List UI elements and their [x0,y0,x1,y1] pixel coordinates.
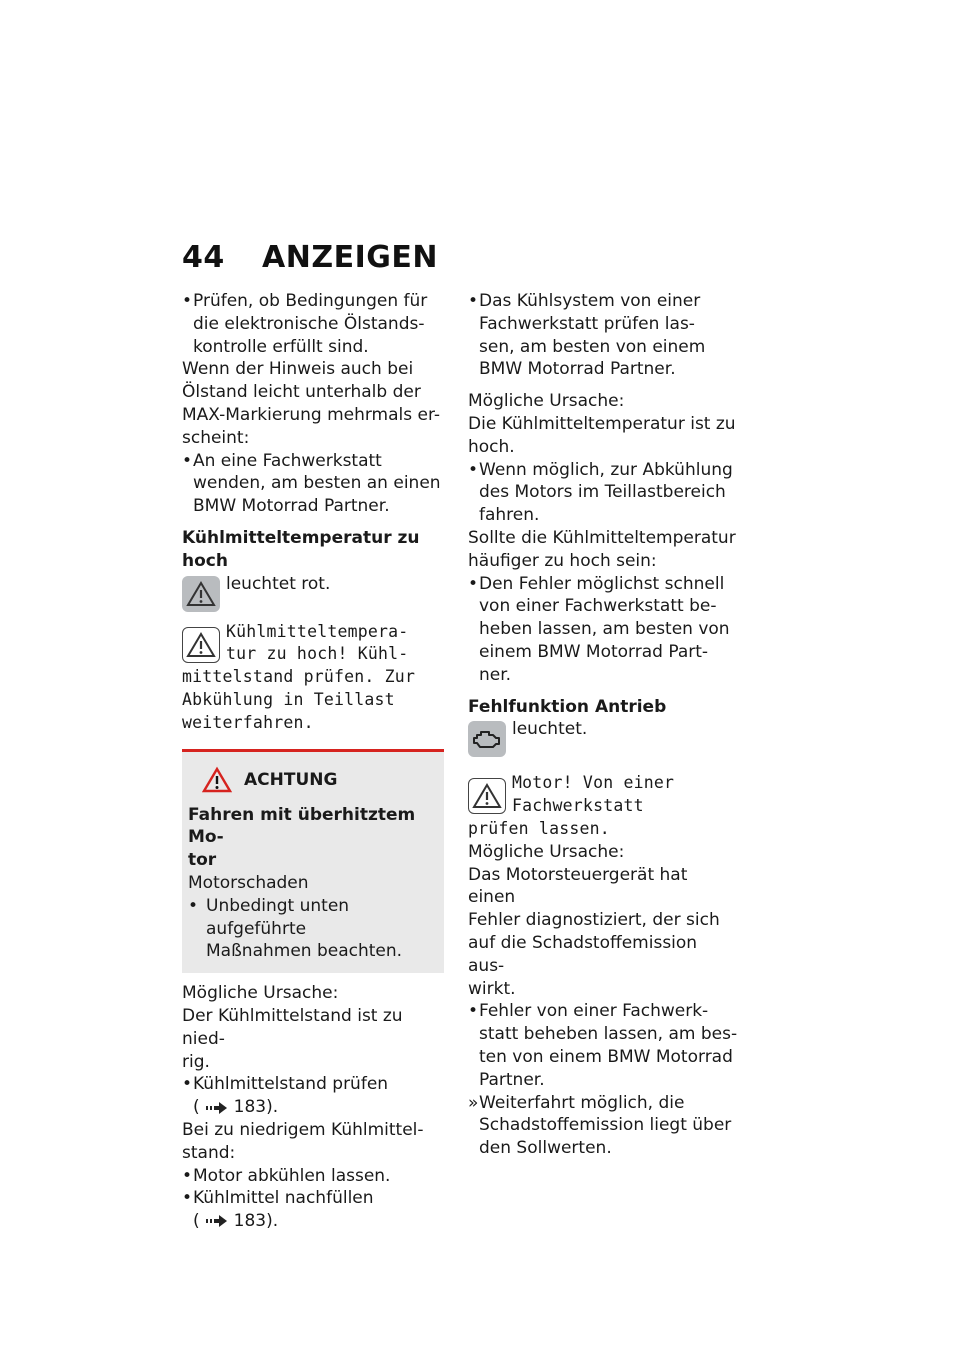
indicator-text: leuchtet. [512,719,588,740]
warning-consequence: Motorschaden [188,872,309,893]
list-item: • Motor abkühlen lassen. [182,1165,391,1186]
left-column [182,290,444,1233]
warning-triangle-icon [182,627,220,663]
list-item: • An eine Fachwerkstatt wenden, am besten an einen BMW Motorrad Partner. [182,450,441,517]
engine-icon [468,721,506,757]
paragraph: Mögliche Ursache: Das Motorsteuergerät hat einen Fehler diagnostiziert, der sich auf die Schadstoffemission aus- wirkt. [468,841,720,999]
warning-triangle-icon [182,576,220,612]
section-heading: Fehlfunktion Antrieb [468,696,667,717]
warning-box [182,749,444,974]
page-number: 44 [182,240,225,275]
section-title: ANZEIGEN [262,240,438,275]
indicator-light [182,573,444,615]
indicator-text: leuchtet rot. [226,573,331,594]
display-message: Motor! Von einer Fachwerkstatt prüfen lassen. [468,773,675,838]
page-header [182,240,438,275]
list-item: • Das Kühlsystem von einer Fachwerkstatt prüfen las- sen, am besten von einem BMW Motorrad Partner. [468,291,706,380]
list-item: • Fehler von einer Fachwerk- statt beheben lassen, am bes- ten von einem BMW Motorrad Partner. [468,1001,738,1090]
arrow-ref-icon [204,1101,230,1115]
list-item: • Kühlmittelstand prüfen ( 183). [182,1074,389,1118]
result-item: » Weiterfahrt möglich, die Schadstoffemission liegt über den Sollwerten. [468,1092,732,1159]
paragraph: Mögliche Ursache: Die Kühlmitteltemperatur ist zu hoch. [468,391,736,457]
list-item: • Unbedingt unten aufgeführte Maßnahmen beachten. [188,895,403,962]
list-item: • Prüfen, ob Bedingungen für die elektronische Ölstands- kontrolle erfüllt sind. [182,291,428,357]
list-item: • Wenn möglich, zur Abkühlung des Motors im Teillastbereich fahren. [468,459,733,526]
indicator-light [468,718,738,760]
paragraph: Wenn der Hinweis auch bei Ölstand leicht unterhalb der MAX-Markierung mehrmals er- scheint: [182,359,441,448]
arrow-ref-icon [204,1214,230,1228]
warning-title: Fahren mit überhitztem Mo- tor [188,804,416,871]
display-message: Kühlmitteltempera- tur zu hoch! Kühl- mittelstand prüfen. Zur Abkühlung in Teillast weiterfahren. [182,621,416,732]
warning-triangle-icon [202,766,232,794]
right-column [468,290,738,1160]
paragraph: Bei zu niedrigem Kühlmittel- stand: [182,1119,424,1163]
list-item: • Den Fehler möglichst schnell von einer Fachwerkstatt be- heben lassen, am besten von einem BMW Motorrad Part- ner. [468,573,730,685]
paragraph: Mögliche Ursache: Der Kühlmittelstand ist zu nied- rig. [182,983,403,1072]
section-heading: Kühlmitteltemperatur zu hoch [182,527,420,571]
list-item: • Kühlmittel nachfüllen ( 183). [182,1188,374,1232]
paragraph: Sollte die Kühlmitteltemperatur häufiger zu hoch sein: [468,527,736,571]
warning-label: ACHTUNG [188,766,438,794]
warning-triangle-icon [468,778,506,814]
